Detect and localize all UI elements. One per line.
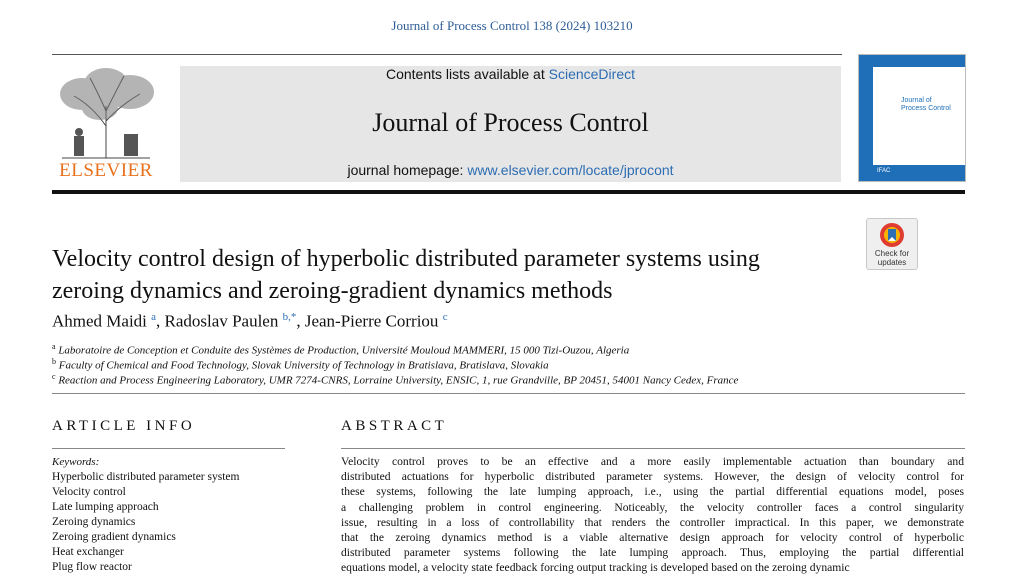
abstract-line: a challenging problem in control engineering. Noticeably, the velocity controller faces a control singularity bbox=[341, 500, 964, 514]
journal-citation[interactable]: Journal of Process Control 138 (2024) 103210 bbox=[391, 18, 633, 33]
abstract-rule bbox=[341, 448, 965, 449]
homepage-line bbox=[180, 162, 841, 178]
journal-cover[interactable] bbox=[858, 54, 966, 182]
article-info-rule bbox=[52, 448, 285, 449]
contents-line bbox=[180, 66, 841, 82]
paper-title bbox=[52, 243, 842, 307]
author-list bbox=[52, 311, 448, 332]
affiliation-marker: b bbox=[52, 357, 56, 366]
cover-title bbox=[901, 97, 951, 113]
paper-title-line2: zeroing dynamics and zeroing-gradient dynamics methods bbox=[52, 278, 613, 304]
cover-title-line1: Journal of bbox=[901, 97, 932, 104]
paper-title-line1: Velocity control design of hyperbolic distributed parameter systems using bbox=[52, 246, 760, 272]
header-bottom-rule bbox=[52, 190, 965, 194]
abstract-line: that the zeroing dynamics method is a viable alternative design approach for velocity control of hyperbolic bbox=[341, 531, 964, 545]
author-name[interactable]: Jean-Pierre Corriou bbox=[304, 311, 439, 331]
abstract-line: Velocity control proves to be an effective and a more easily implementable actuation than boundary and bbox=[341, 455, 964, 468]
cover-spine bbox=[859, 55, 873, 181]
check-updates-line2: updates bbox=[877, 258, 907, 267]
abstract-body bbox=[341, 454, 964, 576]
author-affiliation-marker[interactable]: b,* bbox=[282, 311, 297, 323]
sciencedirect-link[interactable]: ScienceDirect bbox=[548, 66, 635, 82]
article-info-heading: ARTICLE INFO bbox=[52, 418, 196, 434]
affiliation-marker: c bbox=[52, 372, 56, 381]
author-separator: , bbox=[156, 311, 165, 331]
section-divider bbox=[52, 393, 965, 394]
journal-title: Journal of Process Control bbox=[372, 108, 649, 137]
abstract-line: distributed parameter systems following the late lumping approach. Thus, employing the partial differential bbox=[341, 546, 964, 560]
publisher-name: ELSEVIER bbox=[59, 160, 153, 181]
check-updates-label bbox=[867, 249, 917, 267]
keyword-item: Zeroing gradient dynamics bbox=[52, 531, 176, 543]
author-affiliation-marker[interactable]: a bbox=[151, 311, 157, 323]
affiliation-item bbox=[52, 342, 629, 357]
homepage-link[interactable]: www.elsevier.com/locate/jprocont bbox=[467, 162, 674, 178]
check-updates-line1: Check for bbox=[874, 249, 910, 258]
keywords-label: Keywords: bbox=[52, 456, 100, 468]
cover-bottom-band bbox=[859, 165, 965, 181]
keyword-item: Heat exchanger bbox=[52, 546, 124, 558]
abstract-line: these systems, following the late lumping approach, i.e., using the partial differential equations model, poses bbox=[341, 485, 964, 499]
author-separator: , bbox=[296, 311, 305, 331]
keyword-item: Velocity control bbox=[52, 486, 126, 498]
abstract-line: equations model, a velocity state feedback forcing output tracking is developed based on the zeroing dynamic bbox=[341, 561, 850, 575]
affiliation-item bbox=[52, 372, 738, 387]
author-affiliation-marker[interactable]: c bbox=[442, 311, 448, 323]
abstract-heading: ABSTRACT bbox=[341, 418, 448, 434]
keyword-item: Plug flow reactor bbox=[52, 561, 132, 573]
affiliation-text: Reaction and Process Engineering Laboratory, UMR 7274-CNRS, Lorraine University, ENSIC, 1, rue Grandville, BP 20451, 54001 Nancy Cedex, France bbox=[58, 374, 739, 387]
affiliation-text: Faculty of Chemical and Food Technology, Slovak University of Technology in Bratislava, Bratislava, Slovakia bbox=[58, 359, 549, 372]
keyword-item: Hyperbolic distributed parameter system bbox=[52, 471, 240, 483]
cover-top-band bbox=[859, 55, 965, 67]
check-updates-icon bbox=[867, 219, 917, 249]
affiliation-text: Laboratoire de Conception et Conduite des Systèmes de Production, Université Mouloud MAMMERI, 15 000 Tizi-Ouzou, Algeria bbox=[58, 344, 630, 357]
header-top-rule bbox=[52, 54, 842, 55]
keyword-item: Late lumping approach bbox=[52, 501, 159, 513]
check-updates-button[interactable] bbox=[866, 218, 918, 270]
homepage-prefix: journal homepage: bbox=[347, 162, 468, 178]
keyword-item: Zeroing dynamics bbox=[52, 516, 136, 528]
affiliation-item bbox=[52, 357, 549, 372]
abstract-line: distributed actuations for hyperbolic distributed parameter systems. However, the design of velocity control for bbox=[341, 470, 964, 484]
abstract-line: issue, resulting in a loss of controllability that renders the controller impractical. In this paper, we demonstrate bbox=[341, 515, 964, 529]
contents-prefix: Contents lists available at bbox=[385, 66, 549, 82]
author-name[interactable]: Radoslav Paulen bbox=[164, 311, 279, 331]
cover-title-line2: Process Control bbox=[901, 105, 951, 112]
affiliation-marker: a bbox=[52, 342, 56, 351]
keywords-list bbox=[52, 470, 239, 575]
author-name[interactable]: Ahmed Maidi bbox=[52, 311, 147, 331]
cover-footer: IFAC bbox=[877, 168, 891, 174]
